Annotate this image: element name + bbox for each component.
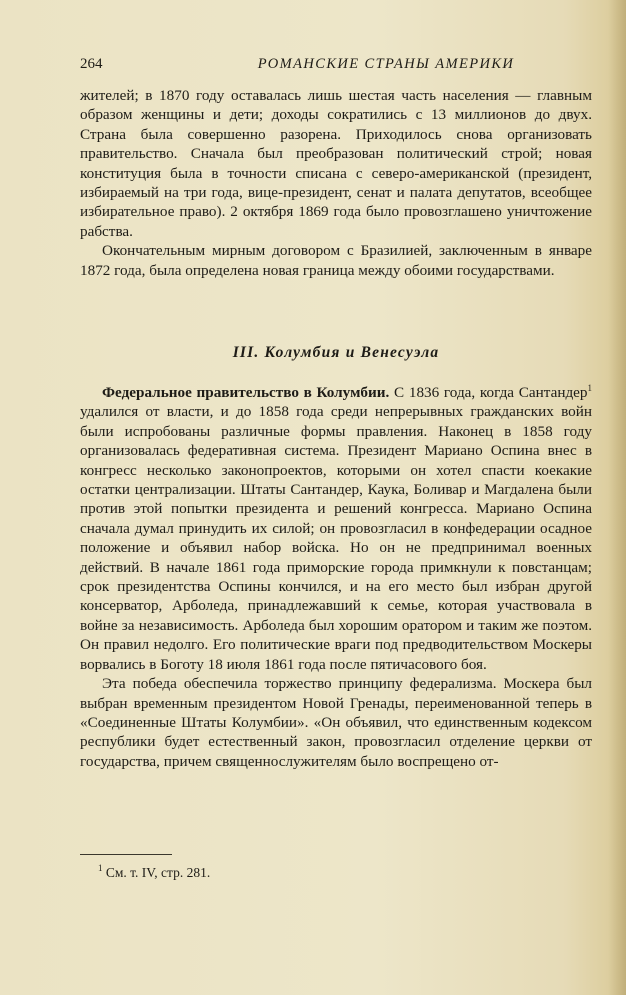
footnote-text: См. т. IV, стр. 281. [105, 865, 211, 880]
page-header [80, 56, 592, 78]
paragraph-continued: жителей; в 1870 году оставалась лишь шестая часть населения — главным образом женщины и дети; доходы сократились с 13 миллионов до двух. Страна была совершенно разорена. Приходилось снова организовать правительство. Сначала был преобразован политический строй; новая конституция была в точности списана с северо-американской (президент, избираемый на три года, вице-президент, сенат и палата депутатов, всеобщее избирательное право). 2 октября 1869 года было провозглашено уничтожение рабства. [80, 87, 592, 240]
footnote-marker: 1 [98, 863, 103, 873]
section-body [80, 383, 592, 771]
paragraph-text-start: С 1836 года, когда Сантандер [389, 384, 588, 401]
paragraph-lead-title: Федеральное правительство в Колумбии. [102, 384, 390, 401]
footnote-reference: 1 [587, 383, 593, 393]
page-number: 264 [80, 56, 103, 72]
paragraph-text-rest: удалился от власти, и до 1858 года среди непрерывных гражданских войн были испробованы различные формы правления. Наконец в 1858 году организовалась федеративная система. Президент Мариано Оспина внес в конгресс несколько законопроектов, которыми он хотел спасти коекакие остатки централизации. Штаты Сантандер, Каука, Боливар и Магдалена были против этой попытки президента и решений конгресса. Мариано Оспина сначала думал принудить их силой; он провозгласил в конфедерации осадное положение и объявил набор войска. Но он не предпринимал военных действий. В начале 1861 года приморские города примкнули к повстанцам; срок президентства Оспины кончился, и на его место был избран другой консерватор, Арболеда, принадлежавший к семье, которая участвовала в войне за независимость. Арболеда был хорошим оратором и таким же поэтом. Он правил недолго. Его политические враги под предводительством Москеры ворвались в Боготу 18 июля 1861 года после пятичасового боя. [80, 403, 592, 673]
footnote-divider [80, 854, 172, 855]
continued-text [80, 86, 592, 280]
running-title: РОМАНСКИЕ СТРАНЫ АМЕРИКИ [257, 56, 515, 72]
section-heading: III. Колумбия и Венесуэла [232, 344, 440, 361]
page-edge-shadow [608, 0, 626, 995]
paragraph-treaty: Окончательным мирным договором с Бразилией, заключенным в январе 1872 года, была определена новая граница между обоими государствами. [80, 242, 592, 279]
paragraph-federalism-victory: Эта победа обеспечила торжество принципу федерализма. Москера был выбран временным президентом Новой Гренады, переименованной теперь в «Соединенные Штаты Колумбии». «Он объявил, что единственным кодексом республики будет естественный закон, провозгласил отделение церкви от государства, причем священнослужителям было воспрещено от- [80, 675, 592, 770]
footnote [98, 864, 210, 881]
paragraph-federal-government [80, 383, 592, 674]
